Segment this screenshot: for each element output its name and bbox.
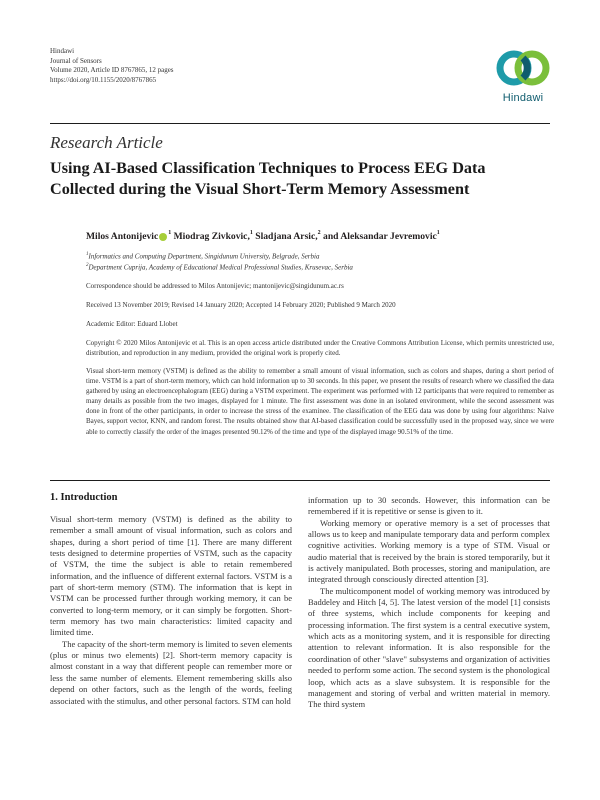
paragraph: Working memory or operative memory is a set of processes that allows us to keep and manipulate temporary data and perform complex cognitive activities. Working memory is a type of STM. Visual or audio material that is received by the brain is stored temporarily, but it is actively manipulated. Both processes, storing and manipulation, are integrated through consciously directed attention [3].	[308, 517, 550, 585]
body-column-right	[308, 495, 550, 711]
publisher-name: Hindawi	[50, 47, 75, 55]
hindawi-logo	[492, 46, 554, 108]
journal-meta	[50, 47, 174, 85]
author-name: Miodrag Zivkovic,	[173, 231, 250, 242]
academic-editor: Academic Editor: Eduard Llobet	[86, 320, 178, 328]
author-affil-sup: 1	[168, 230, 172, 236]
article-title: Using AI-Based Classification Techniques to Process EEG Data Collected during the Visual Short-Term Memory Assessment	[50, 159, 486, 198]
abstract: Visual short-term memory (VSTM) is defined as the ability to remember a small amount of visual information, such as colors and shapes, during a short period of time. VSTM is a part of short-term memory, which can hold information up to 30 seconds. In this paper, we present the results of research where we classified the data gathered by using an electroencephalogram (EEG) during a VSTM experiment. The experiment was performed with 12 participants that were required to remember as many details as possible from the two images, displayed for 1 minute. The first assessment was done in an isolated environment, while the second assessment was done in front of the other participants, in order to increase the stress of the examinee. The classification of the EEG data was done by using four algorithms: Naive Bayes, support vector, KNN, and random forest. The results obtained show that AI-based classification could be successfully used in the proposed way, since we were able to correctly classify the order of the images presented 90.12% of the time and type of the displayed image 90.51% of the time.	[86, 367, 554, 436]
copyright-notice: Copyright © 2020 Milos Antonijevic et al. This is an open access article distributed under the Creative Commons Attribution License, which permits unrestricted use, distribution, and reproduction in any medium, provided the original work is properly cited.	[86, 339, 554, 357]
doi-link[interactable]: https://doi.org/10.1155/2020/8767865	[50, 75, 157, 84]
affiliation	[86, 252, 319, 260]
paragraph: Visual short-term memory (VSTM) is defined as the ability to remember a small amount of visual information, such as colors and shapes, during a short period of time [1]. There are many different tests designed to determine properties of VSTM, such as the capacity of VSTM, the time the subject is able to retain remembered information, and the influence of different external factors. VSTM is a part of short-term memory (STM). The information that is kept in VSTM can be processed further through working memory, it can be converted to long-term memory, or it can simply be forgotten. Short-term memory has two main characteristics: limited capacity and limited time.	[50, 514, 292, 638]
article-dates: Received 13 November 2019; Revised 14 January 2020; Accepted 14 February 2020; Published 9 March 2020	[86, 301, 396, 309]
correspondence: Correspondence should be addressed to Milos Antonijevic; mantonijevic@singidunum.ac.rs	[86, 282, 344, 290]
author-affil-sup: 2	[317, 230, 321, 236]
affiliation-sup: 1	[86, 252, 89, 257]
section-heading: 1. Introduction	[50, 492, 118, 503]
affiliation-text: Department Cuprija, Academy of Educational Medical Professional Studies, Krusevac, Serbia	[88, 263, 353, 272]
paragraph: The capacity of the short-term memory is limited to seven elements (plus or minus two elements) [2]. Short-term memory capacity is almost constant in a way that different people can remember more or less the same number of elements. Element remembering skills also depend on other factors, such as the length of the words, feeling associated with the stimulus, and other personal factors. STM can hold	[50, 638, 292, 706]
abstract-rule	[50, 480, 550, 481]
body-column-left	[50, 514, 292, 707]
affiliation-text: Informatics and Computing Department, Singidunum University, Belgrade, Serbia	[88, 252, 320, 261]
author-name: Sladjana Arsic,	[255, 231, 318, 242]
affiliation-sup: 2	[86, 263, 89, 268]
affiliation	[86, 263, 353, 271]
author-affil-sup: 1	[249, 230, 253, 236]
header-rule	[50, 123, 550, 124]
author-name: and Aleksandar Jevremovic	[323, 231, 437, 242]
journal-name: Journal of Sensors	[50, 56, 102, 65]
author-list	[86, 231, 440, 242]
logo-wordmark: Hindawi	[502, 92, 544, 104]
author-affil-sup: 1	[436, 230, 440, 236]
hindawi-logo-icon	[492, 46, 554, 90]
orcid-icon[interactable]	[159, 233, 167, 241]
paragraph: information up to 30 seconds. However, this information can be remembered if it is repetitive or sense is given to it.	[308, 495, 550, 517]
paragraph: The multicomponent model of working memory was introduced by Baddeley and Hitch [4, 5]. The latest version of the model [1] consists of three systems, which include components for keeping and processing information. The first system is a central executive system, which acts as a monitoring system, and it is responsible for directing attention to relevant information. It is also responsible for the coordination of other "slave" subsystems and organization of activities needed to perform some action. The second system is the phonological loop, which acts as a slave subsystem. It is responsible for the management and storing of verbal and written material in memory. The third system	[308, 585, 550, 710]
article-type: Research Article	[50, 133, 163, 152]
author-name: Milos Antonijevic	[86, 231, 159, 242]
volume-info: Volume 2020, Article ID 8767865, 12 pages	[50, 66, 174, 74]
